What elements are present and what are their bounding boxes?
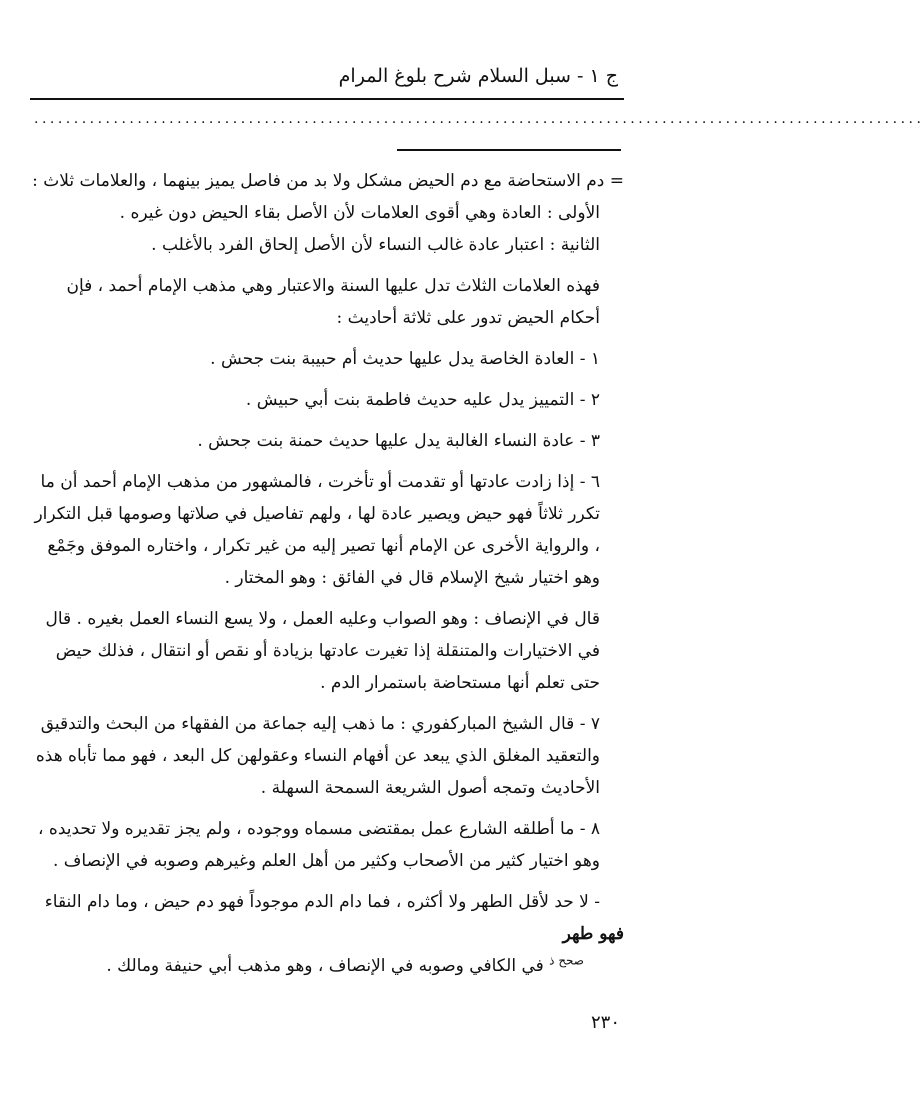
header-rule <box>30 98 624 100</box>
note-last-text: في الكافي وصوبه في الإنصاف ، وهو مذهب أبي حنيفة ومالك . <box>106 956 544 976</box>
note-paragraph-insaf: قال في الإنصاف : وهو الصواب وعليه العمل ، ولا يسع النساء العمل بغيره . قال في الاختيارات والمتنقلة إذا تغيرت عادتها بزيادة أو نقص أو انتقال ، فذلك حيض حتى تعلم أنها مستحاضة باستمرار الدم . <box>45 609 600 693</box>
note-paragraph-8: ٨ - ما أطلقه الشارع عمل بمقتضى مسماه ووجوده ، ولم يجز تقديره ولا تحديده ، وهو اختيار كثير من الأصحاب وكثير من أهل العلم وغيرهم وصوبه في الإنصاف . <box>38 819 600 871</box>
footnote-body <box>28 165 624 982</box>
footnote-rule <box>397 149 621 151</box>
note-item-2: ٢ - التمييز يدل عليه حديث فاطمة بنت أبي حبيش . <box>245 390 600 410</box>
note-line-second: الثانية : اعتبار عادة غالب النساء لأن الأصل إلحاق الفرد بالأغلب . <box>151 235 600 255</box>
dotted-separator: ................................................................................................................ <box>34 111 924 127</box>
note-tail-tuhr: فهو طهر <box>562 924 624 944</box>
note-last-line <box>28 950 624 982</box>
note-item-3: ٣ - عادة النساء الغالبة يدل عليها حديث حمنة بنت جحش . <box>197 431 600 451</box>
note-paragraph-signs: فهذه العلامات الثلاث تدل عليها السنة والاعتبار وهي مذهب الإمام أحمد ، فإن أحكام الحيض تدور على ثلاثة أحاديث : <box>66 276 600 328</box>
page-number: ٢٣٠ <box>590 1012 620 1033</box>
running-header: ج ١ - سبل السلام شرح بلوغ المرام <box>338 65 618 87</box>
note-line-first: الأولى : العادة وهي أقوى العلامات لأن الأصل بقاء الحيض دون غيره . <box>119 203 600 223</box>
note-item-1: ١ - العادة الخاصة يدل عليها حديث أم حبيبة بنت جحش . <box>210 349 600 369</box>
note-paragraph-tuhr: - لا حد لأقل الطهر ولا أكثره ، فما دام الدم موجوداً فهو دم حيض ، وما دام النقاء <box>44 892 600 912</box>
note-paragraph-7: ٧ - قال الشيخ المباركفوري : ما ذهب إليه جماعة من الفقهاء من البحث والتدقيق والتعقيد المغلق الذي يبعد عن أفهام النساء وعقولهن كل البعد ، فهو مما تأباه هذه الأحاديث وتمجه أصول الشريعة السمحة السهلة . <box>35 714 600 798</box>
note-paragraph-6: ٦ - إذا زادت عادتها أو تقدمت أو تأخرت ، فالمشهور من مذهب الإمام أحمد أن ما تكرر ثلاثاً فهو حيض ويصير عادة لها ، ولهم تفاصيل في صلاتها وصومها قبل التكرار ، والرواية الأخرى عن الإمام أنها تصير إليه من غير تكرار ، واختاره الموفق وجَمْع وهو اختيار شيخ الإسلام قال في الفائق : وهو المختار . <box>34 472 600 588</box>
note-overprint: صحح ذ <box>549 953 584 968</box>
note-line-intro: = دم الاستحاضة مع دم الحيض مشكل ولا بد من فاصل يميز بينهما ، والعلامات ثلاث : <box>32 171 624 191</box>
